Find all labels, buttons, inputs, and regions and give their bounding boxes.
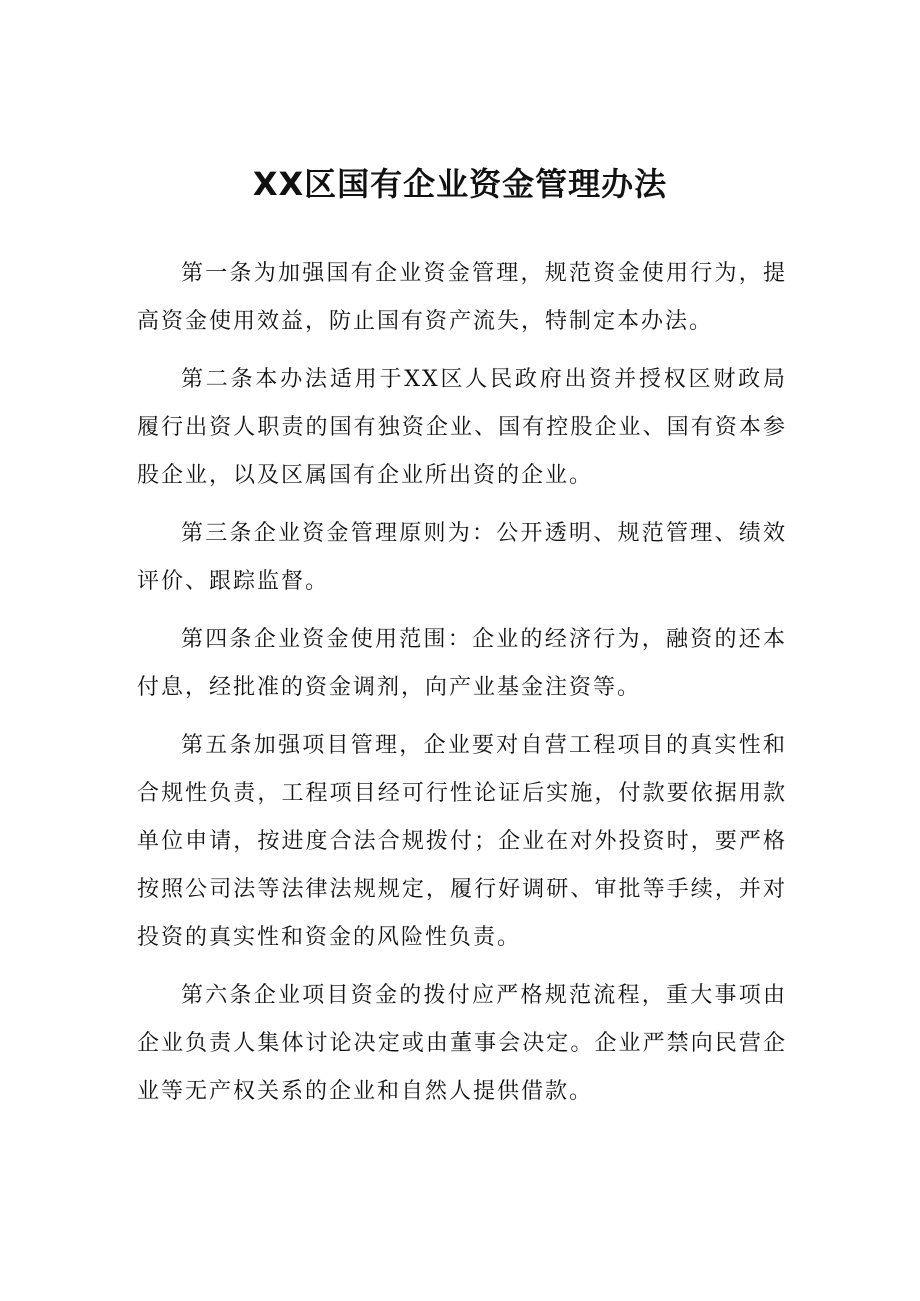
document-body [137,250,787,1126]
page-title: XX区国有企业资金管理办法 [252,165,668,203]
article-2: 第二条本办法适用于XX区人民政府出资并授权区财政局履行出资人职责的国有独资企业、国有控股企业、国有资本参股企业，以及区属国有企业所出资的企业。 [137,367,787,488]
article-5: 第五条加强项目管理，企业要对自营工程项目的真实性和合规性负责，工程项目经可行性论证后实施，付款要依据用款单位申请，按进度合法合规拨付；企业在对外投资时，要严格按照公司法等法律法规规定，履行好调研、审批等手续，并对投资的真实性和资金的风险性负责。 [137,733,787,950]
article-3: 第三条企业资金管理原则为：公开透明、规范管理、绩效评价、跟踪监督。 [137,521,787,594]
article-6: 第六条企业项目资金的拨付应严格规范流程，重大事项由企业负责人集体讨论决定或由董事会决定。企业严禁向民营企业等无产权关系的企业和自然人提供借款。 [137,983,787,1104]
article-4: 第四条企业资金使用范围：企业的经济行为，融资的还本付息，经批准的资金调剂，向产业基金注资等。 [137,627,787,700]
article-1: 第一条为加强国有企业资金管理，规范资金使用行为，提高资金使用效益，防止国有资产流失，特制定本办法。 [137,261,787,334]
